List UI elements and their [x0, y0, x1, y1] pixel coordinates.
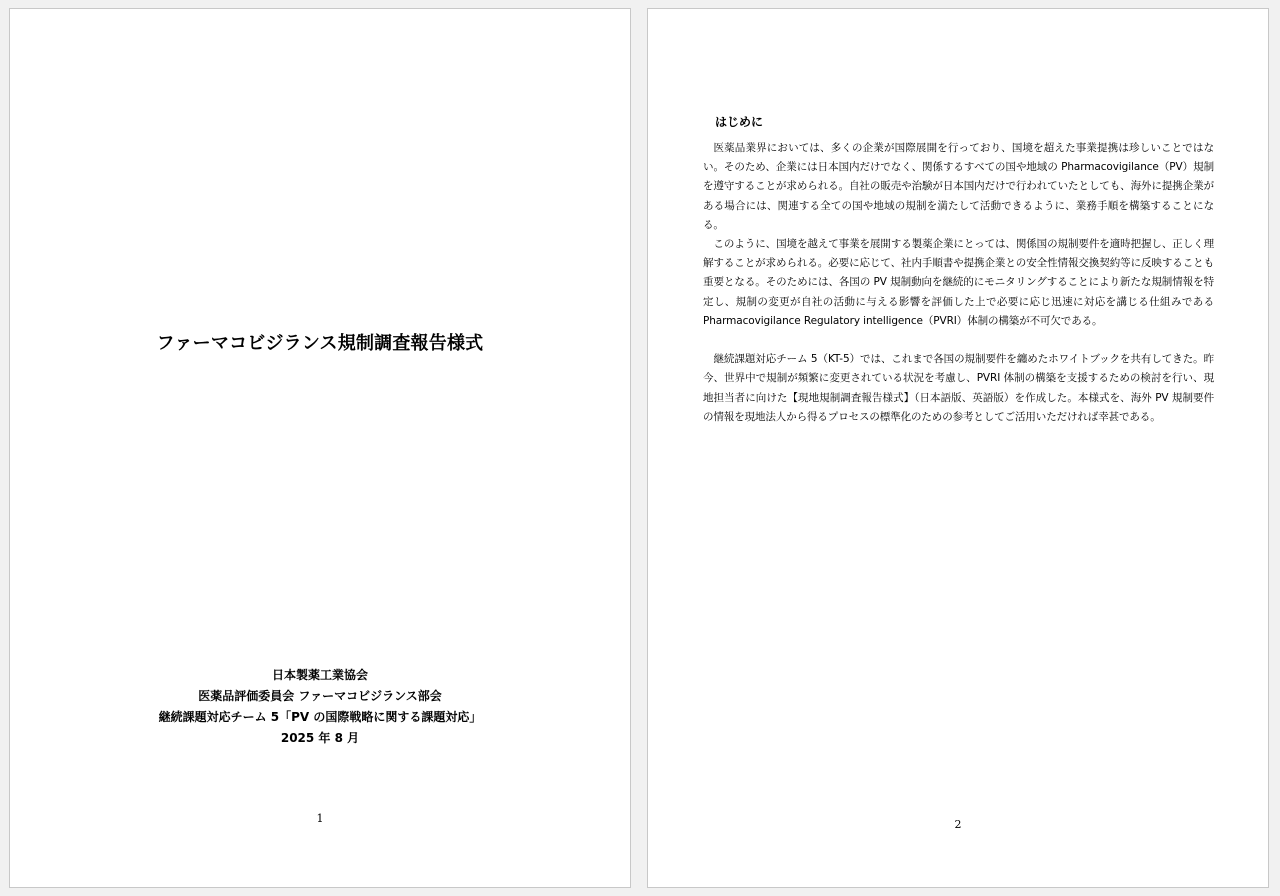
- committee-name: 医薬品評価委員会 ファーマコビジランス部会: [198, 689, 442, 703]
- organization-name: 日本製薬工業協会: [271, 668, 368, 682]
- paragraph: このように、国境を越えて事業を展開する製薬企業にとっては、関係国の規制要件を適時把握し、正しく理解することが求められる。必要に応じて、社内手順書や提携企業との安全性情報交換契約等に反映することも重要となる。そのためには、各国の PV 規制動向を継続的にモニタリングすることにより新たな規制情報を特定し、規制の変更が自社の活動に与える影響を評価した上で必要に応じ迅速に対応を講じる仕組みである Pharmacovigilance Regulatory intelligence（PVRI）体制の構築が不可欠である。: [703, 238, 1214, 327]
- team-name: 継続課題対応チーム 5「PV の国際戦略に関する課題対応」: [158, 710, 482, 724]
- page-number: 1: [316, 812, 324, 825]
- body-text: [703, 139, 1214, 427]
- paragraph: 継続課題対応チーム 5（KT-5）では、これまで各国の規制要件を纏めたホワイトブックを共有してきた。昨今、世界中で規制が頻繁に変更されている状況を考慮し、PVRI 体制の構築を支援するための検討を行い、現地担当者に向けた【現地規制調査報告様式】（日本語版、英語版）を作成した。本様式を、海外 PV 規制要件の情報を現地法人から得るプロセスの標準化のための参考としてご活用いただければ幸甚である。: [703, 353, 1214, 423]
- page-1: [9, 8, 631, 888]
- publication-date: 2025 年 8 月: [280, 731, 360, 745]
- page-2: [647, 8, 1269, 888]
- cover-title: ファーマコビジランス規制調査報告様式: [156, 333, 484, 354]
- paragraph: 医薬品業界においては、多くの企業が国際展開を行っており、国境を超えた事業提携は珍しいことではない。そのため、企業には日本国内だけでなく、関係するすべての国や地域の Pharmacovigilance（PV）規制を遵守することが求められる。自社の販売や治験が日本国内だけで行われていたとしても、海外に提携企業がある場合には、関連する全ての国や地域の規制を満たして活動できるように、業務手順を構築することになる。: [703, 142, 1214, 231]
- section-heading: はじめに: [715, 115, 764, 129]
- organization-block: [10, 665, 630, 749]
- page-number: 2: [954, 818, 962, 831]
